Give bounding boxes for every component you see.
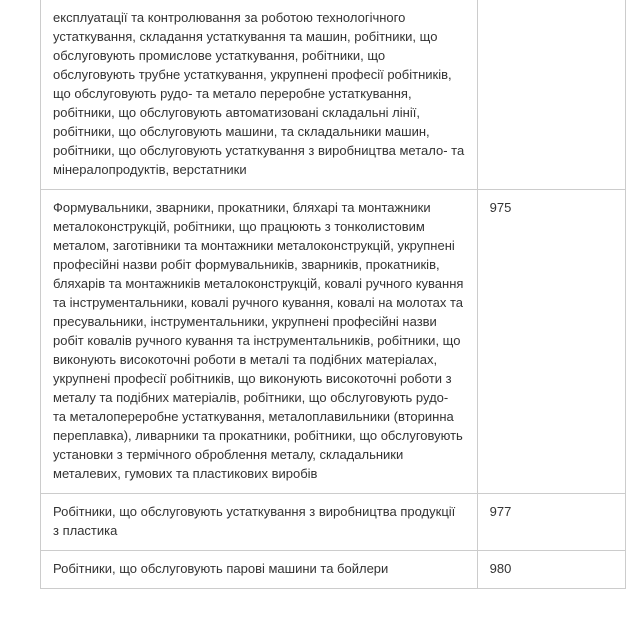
occupation-description: Робітники, що обслуговують парові машини та бойлери: [41, 551, 478, 589]
occupation-description: Робітники, що обслуговують устаткування з виробництва продукції з пластика: [41, 494, 478, 551]
occupation-code: [477, 0, 625, 190]
occupations-table: [40, 0, 626, 589]
occupation-description: експлуатації та контролювання за роботою технологічного устаткування, складання устаткування та машин, робітники, що обслуговують промислове устаткування, робітники, що обслуговують трубне устаткування, укрупнені професії робітників, що обслуговують рудо- та метало переробне устаткування, робітники, що обслуговують автоматизовані складальні лінії, робітники, що обслуговують машини, та складальники машин, робітники, що обслуговують устаткування з виробництва метало- та мінералопродуктів, верстатники: [41, 0, 478, 190]
table-row: [41, 0, 626, 190]
table-row: [41, 494, 626, 551]
occupation-description: Формувальники, зварники, прокатники, бляхарі та монтажники металоконструкцій, робітники, що працюють з тонколистовим металом, заготівники та монтажники металоконструкцій, укрупнені професійні назви робіт формувальників, зварників, прокатників, бляхарів та монтажників металоконструкцій, ковалі ручного кування та інструментальники, ковалі ручного кування, ковалі на молотах та пресувальники, інструментальники, укрупнені професійні назви робіт ковалів ручного кування та інструментальників, робітники, що виконують високоточні роботи в металі та подібних матеріалах, укрупнені професії робітників, що виконують високоточні роботи з металу та подібних матеріалів, робітники, що обслуговують рудо- та металопереробне устаткування, металоплавильники (вторинна переплавка), ливарники та прокатники, робітники, що обслуговують установки з термічного оброблення металу, складальники металевих, гумових та пластикових виробів: [41, 190, 478, 494]
occupation-code: 980: [477, 551, 625, 589]
table-row: [41, 551, 626, 589]
occupation-code: 975: [477, 190, 625, 494]
table-body: [41, 0, 626, 589]
table-row: [41, 190, 626, 494]
occupation-code: 977: [477, 494, 625, 551]
